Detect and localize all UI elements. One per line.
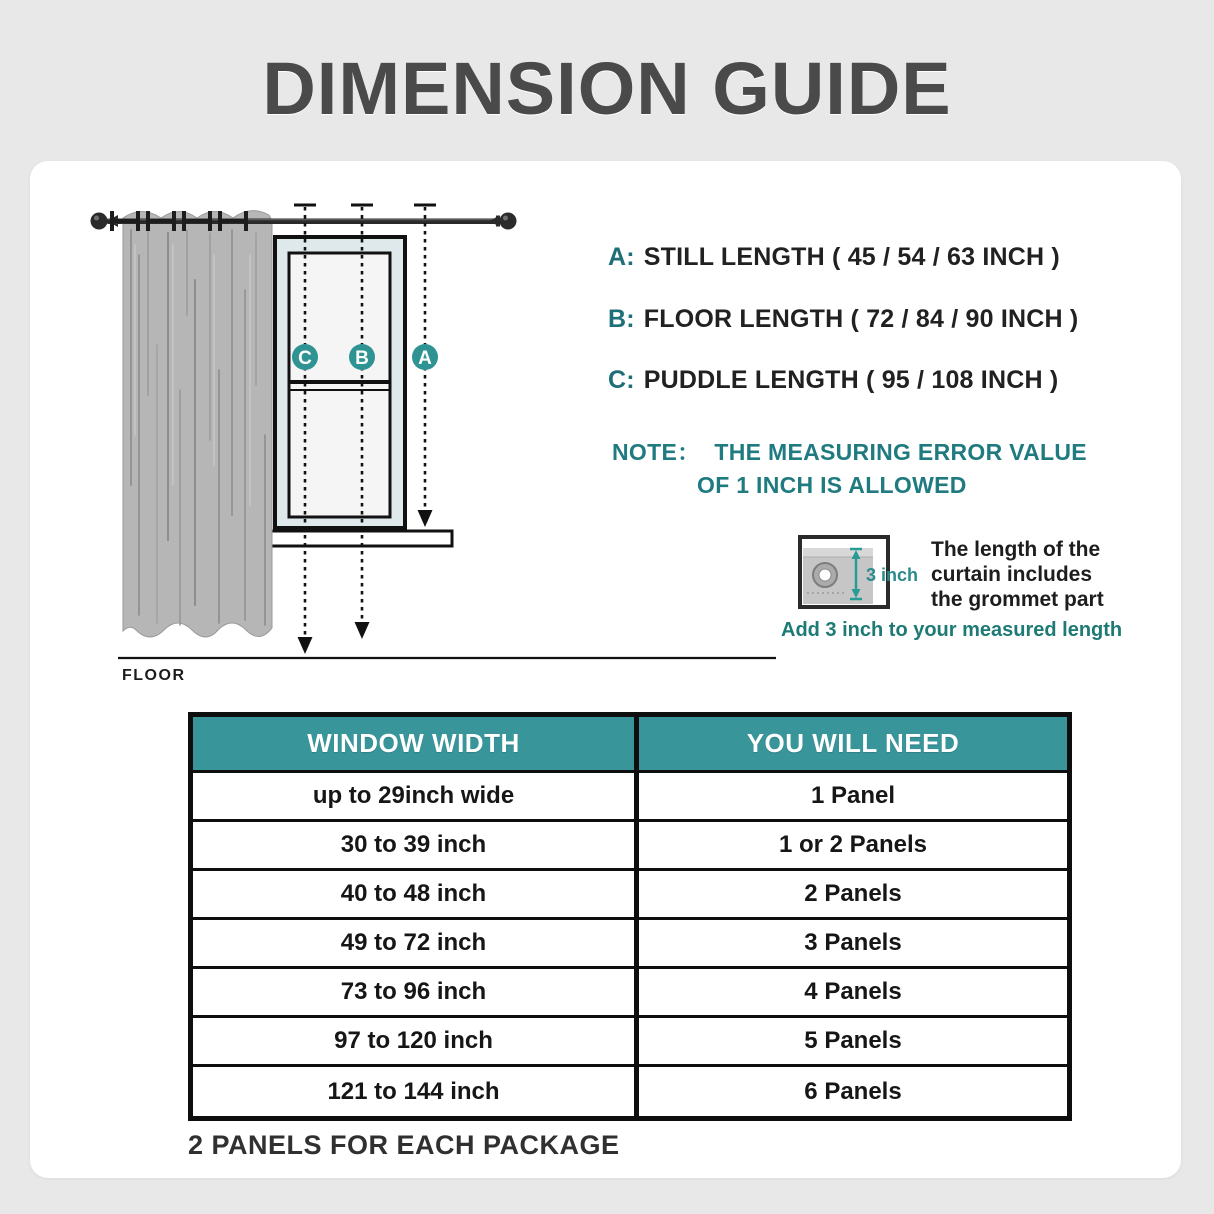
floor-label: FLOOR [122, 667, 186, 684]
note-line-1 [612, 434, 1087, 467]
content-card [30, 161, 1181, 1178]
badge-b [349, 344, 375, 370]
table-row-width: 30 to 39 inch [193, 822, 639, 871]
grommet-description: The length of the curtain includes the grommet part [931, 538, 1104, 611]
table-row-width: 73 to 96 inch [193, 969, 639, 1018]
note-line-2 [697, 472, 967, 499]
svg-text:C: C [298, 348, 312, 369]
page-title: DIMENSION GUIDE [262, 47, 952, 130]
table-row-need: 1 or 2 Panels [639, 822, 1067, 871]
legend-prefix-b: B: [608, 305, 635, 333]
badge-a [412, 344, 438, 370]
legend-floor-length [608, 305, 1078, 334]
badge-c [292, 344, 318, 370]
note-label: NOTE： [612, 439, 701, 465]
table-header-you-will-need: YOU WILL NEED [639, 717, 1067, 773]
table-row-need: 2 Panels [639, 871, 1067, 920]
table-header-window-width: WINDOW WIDTH [193, 717, 639, 773]
table-row-need: 4 Panels [639, 969, 1067, 1018]
table-row-width: 40 to 48 inch [193, 871, 639, 920]
legend-prefix-a: A: [608, 243, 635, 271]
table-row-width: 97 to 120 inch [193, 1018, 639, 1067]
legend-prefix-c: C: [608, 366, 635, 394]
package-note: 2 PANELS FOR EACH PACKAGE [188, 1130, 620, 1160]
legend-still-length [608, 243, 1060, 272]
curtain-illustration [123, 211, 272, 637]
legend-text-b: FLOOR LENGTH ( 72 / 84 / 90 INCH ) [643, 305, 1079, 333]
grommet-diagram [798, 535, 948, 613]
window-illustration [275, 237, 405, 528]
note-text-1: THE MEASURING ERROR VALUE [714, 439, 1087, 465]
table-row-need: 3 Panels [639, 920, 1067, 969]
svg-text:A: A [418, 348, 432, 369]
panel-size-table [188, 712, 1072, 1121]
legend-puddle-length [608, 366, 1058, 395]
table-row-width: up to 29inch wide [193, 773, 639, 822]
grommet-tip: Add 3 inch to your measured length [781, 619, 1123, 641]
table-row-need: 6 Panels [639, 1067, 1067, 1116]
table-row-need: 5 Panels [639, 1018, 1067, 1067]
legend-text-c: PUDDLE LENGTH ( 95 / 108 INCH ) [643, 366, 1059, 394]
table-row-width: 121 to 144 inch [193, 1067, 639, 1116]
table-row-width: 49 to 72 inch [193, 920, 639, 969]
note-text-2: OF 1 INCH IS ALLOWED [697, 472, 967, 498]
grommet-measure-label: 3 inch [866, 565, 919, 585]
legend-text-a: STILL LENGTH ( 45 / 54 / 63 INCH ) [643, 243, 1060, 271]
svg-text:B: B [355, 348, 369, 369]
table-row-need: 1 Panel [639, 773, 1067, 822]
